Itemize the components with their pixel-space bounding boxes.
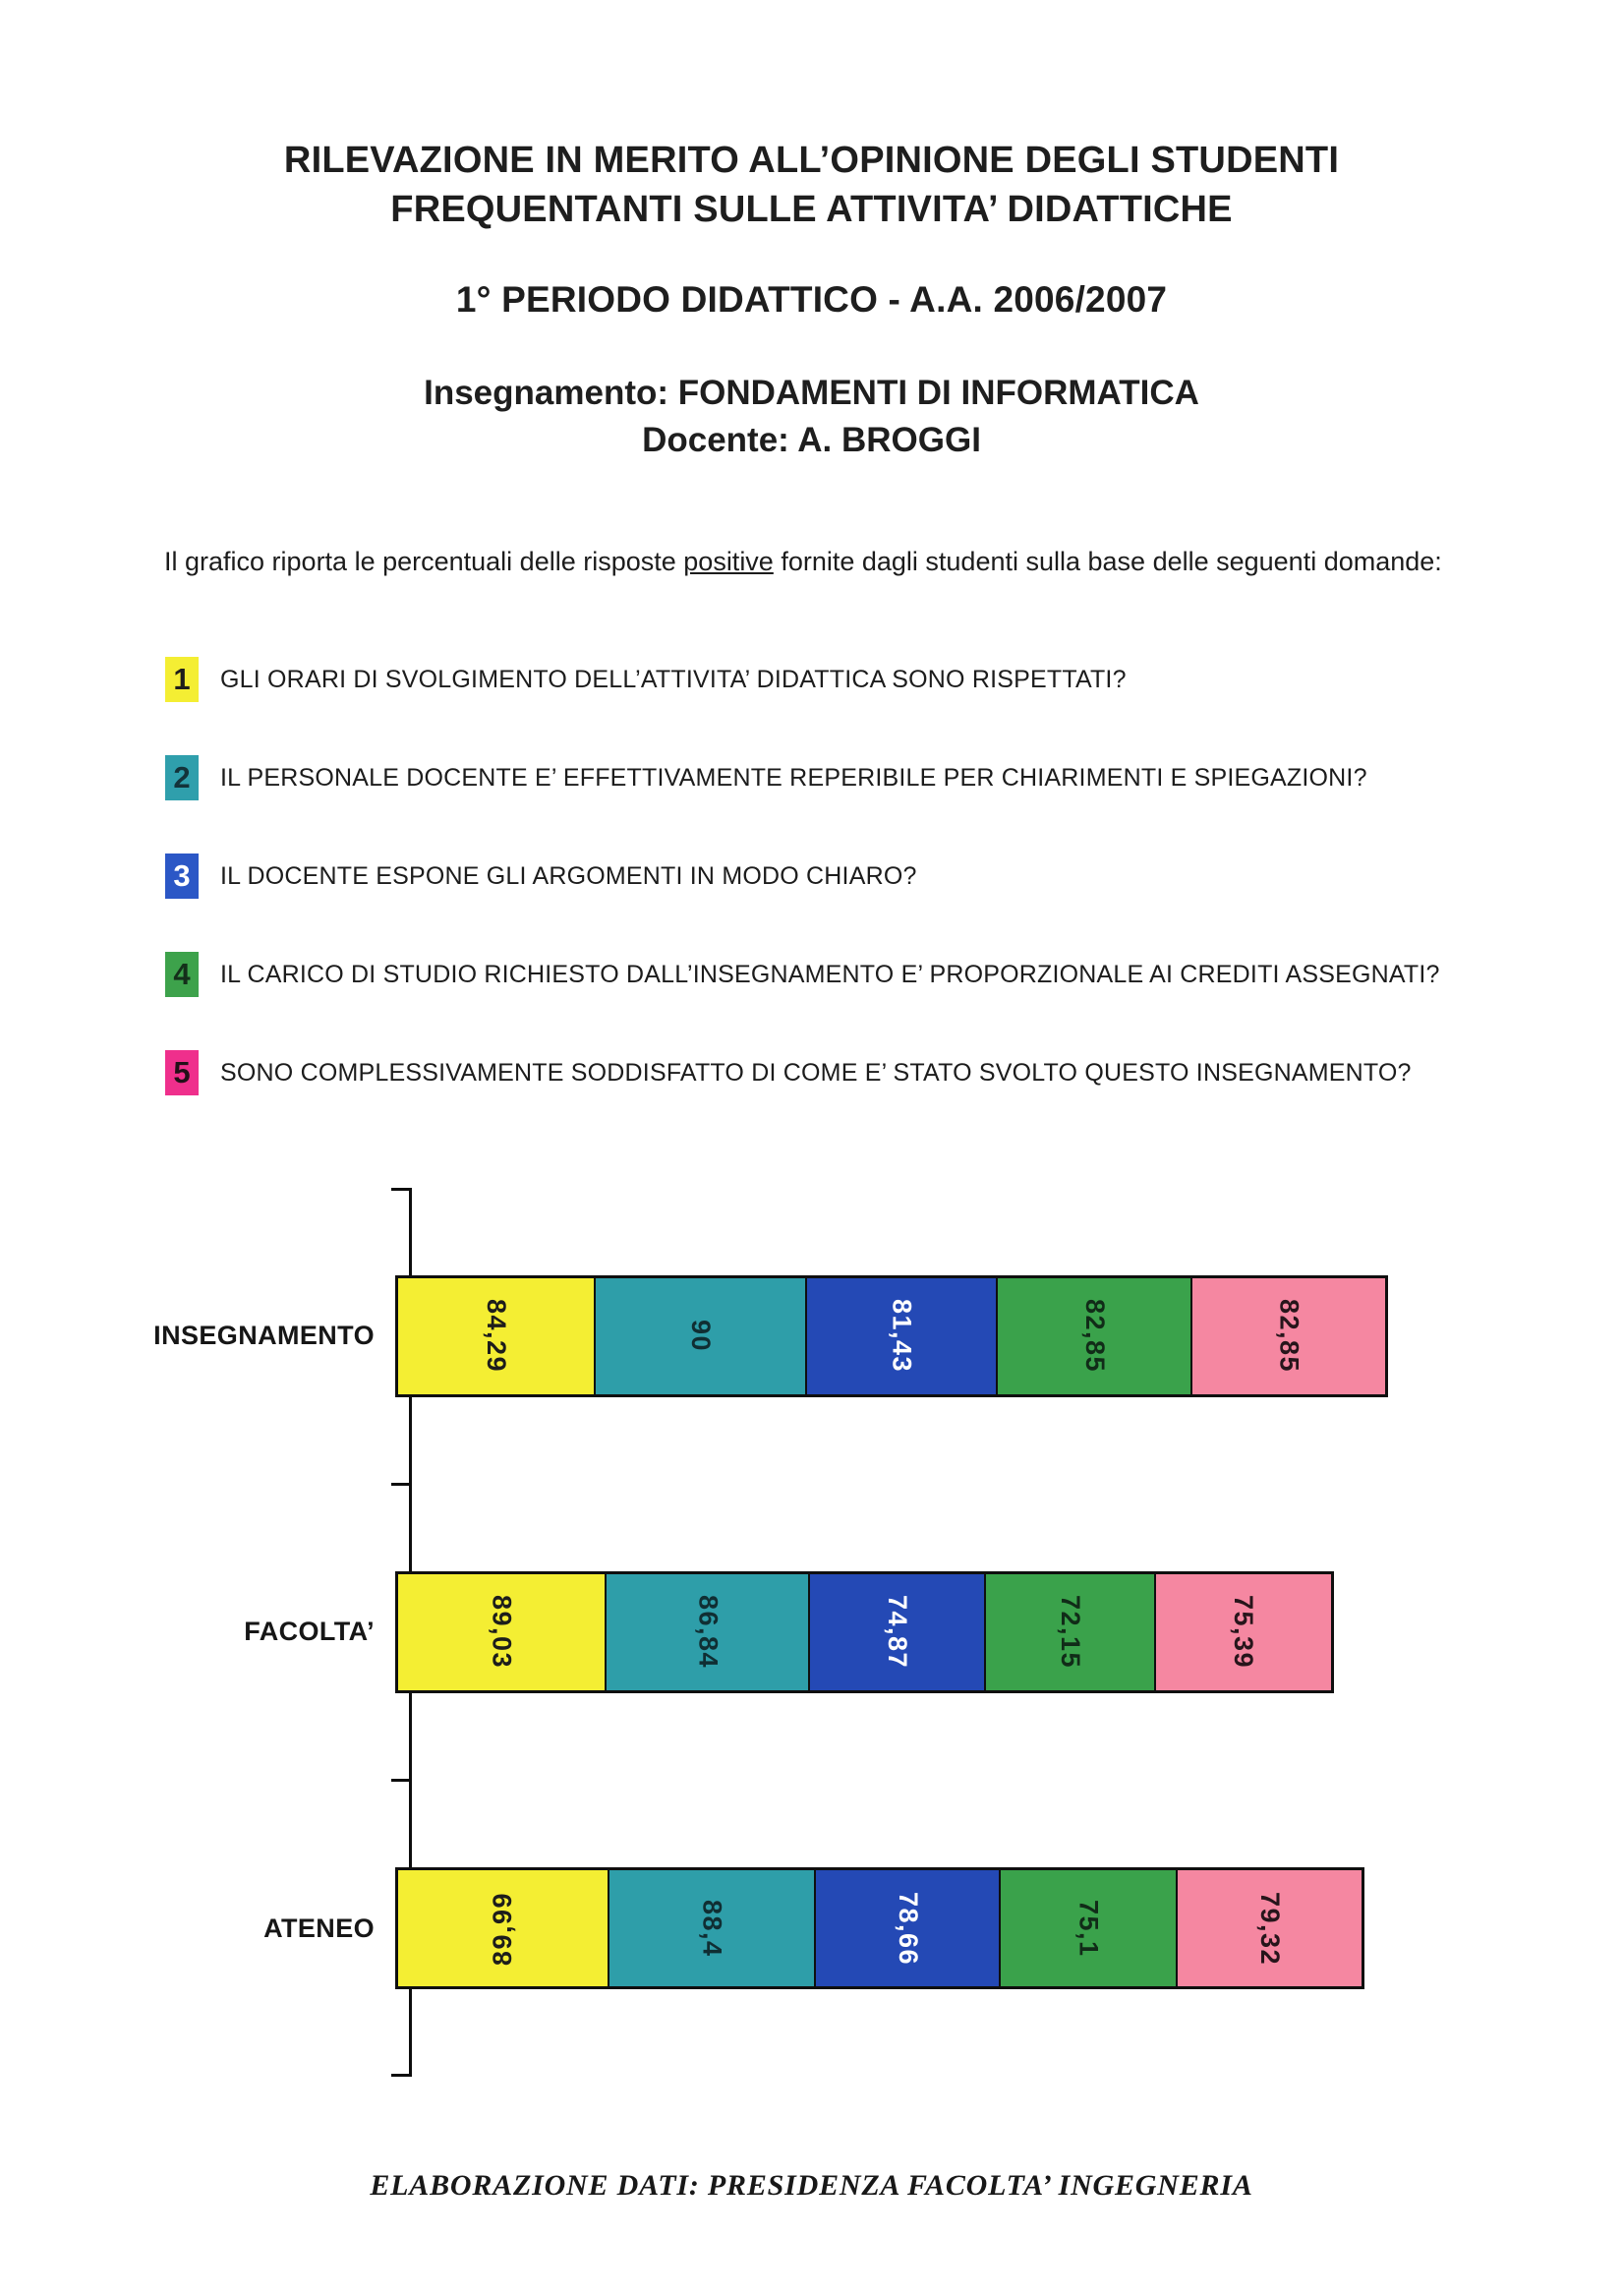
chart-rows — [0, 1188, 1623, 2077]
bar-value-label: 84,29 — [482, 1299, 512, 1374]
bar-value-label: 86,84 — [693, 1595, 724, 1670]
bar-segment-q2 — [607, 1574, 810, 1690]
question-badge-1: 1 — [165, 657, 199, 702]
bar-value-label: 79,32 — [1254, 1891, 1285, 1966]
bar-value-label: 89,99 — [487, 1891, 517, 1966]
bar-chart — [0, 1188, 1623, 2077]
bar-segment-q5 — [1192, 1278, 1385, 1394]
bar-segment-q3 — [816, 1870, 1001, 1986]
questions-list — [165, 657, 1525, 1148]
bar-value-label: 81,43 — [887, 1299, 917, 1374]
stacked-bar — [395, 1867, 1364, 1989]
bar-segment-q1 — [398, 1278, 596, 1394]
question-item-3 — [165, 854, 1525, 899]
question-text-5: SONO COMPLESSIVAMENTE SODDISFATTO DI COME E’ STATO SVOLTO QUESTO INSEGNAMENTO? — [220, 1058, 1412, 1087]
chart-row-facolta — [0, 1484, 1623, 1780]
question-badge-5: 5 — [165, 1050, 199, 1095]
intro-text-before: Il grafico riporta le percentuali delle risposte — [164, 547, 684, 576]
chart-row-ateneo — [0, 1781, 1623, 2077]
intro-paragraph — [164, 542, 1491, 582]
question-badge-2: 2 — [165, 755, 199, 800]
intro-text-after: fornite dagli studenti sulla base delle seguenti domande: — [773, 547, 1442, 576]
bar-value-label: 89,03 — [487, 1595, 517, 1670]
bar-segment-q4 — [998, 1278, 1192, 1394]
bar-segment-q5 — [1178, 1870, 1362, 1986]
category-label: INSEGNAMENTO — [153, 1321, 375, 1351]
question-badge-3: 3 — [165, 854, 199, 899]
document-header — [0, 136, 1623, 464]
title-line-1: RILEVAZIONE IN MERITO ALL’OPINIONE DEGLI STUDENTI — [283, 140, 1340, 181]
bar-segment-q2 — [596, 1278, 807, 1394]
question-badge-4: 4 — [165, 952, 199, 997]
bar-value-label: 72,15 — [1055, 1595, 1085, 1670]
bar-value-label: 82,85 — [1079, 1299, 1110, 1374]
bar-segment-q2 — [609, 1870, 817, 1986]
bar-value-label: 82,85 — [1274, 1299, 1304, 1374]
bar-value-label: 90 — [686, 1320, 717, 1353]
question-text-4: IL CARICO DI STUDIO RICHIESTO DALL’INSEGNAMENTO E’ PROPORZIONALE AI CREDITI ASSEGNATI? — [220, 960, 1440, 988]
category-label: FACOLTA’ — [244, 1617, 375, 1647]
question-text-3: IL DOCENTE ESPONE GLI ARGOMENTI IN MODO CHIARO? — [220, 861, 917, 890]
intro-text-underlined: positive — [683, 547, 774, 576]
category-label: ATENEO — [263, 1913, 375, 1943]
bar-segment-q1 — [398, 1870, 609, 1986]
stacked-bar — [395, 1275, 1388, 1397]
bar-value-label: 88,4 — [697, 1900, 727, 1958]
bar-segment-q4 — [986, 1574, 1155, 1690]
course-line: Insegnamento: FONDAMENTI DI INFORMATICA — [424, 374, 1199, 412]
bar-segment-q3 — [810, 1574, 986, 1690]
teacher-line: Docente: A. BROGGI — [642, 421, 981, 459]
bar-segment-q5 — [1156, 1574, 1331, 1690]
title-line-2: FREQUENTANTI SULLE ATTIVITA’ DIDATTICHE — [390, 189, 1233, 230]
bar-value-label: 75,1 — [1073, 1900, 1104, 1958]
question-text-2: IL PERSONALE DOCENTE E’ EFFETTIVAMENTE REPERIBILE PER CHIARIMENTI E SPIEGAZIONI? — [220, 763, 1367, 792]
bar-segment-q3 — [807, 1278, 998, 1394]
question-item-2 — [165, 755, 1525, 800]
bar-segment-q4 — [1001, 1870, 1177, 1986]
question-item-5 — [165, 1050, 1525, 1095]
question-text-1: GLI ORARI DI SVOLGIMENTO DELL’ATTIVITA’ DIDATTICA SONO RISPETTATI? — [220, 665, 1127, 693]
stacked-bar — [395, 1571, 1334, 1693]
chart-row-insegnamento — [0, 1188, 1623, 1484]
question-item-1 — [165, 657, 1525, 702]
footer-credit: ELABORAZIONE DATI: PRESIDENZA FACOLTA’ INGEGNERIA — [370, 2169, 1253, 2202]
bar-value-label: 74,87 — [883, 1595, 913, 1670]
course-block — [0, 370, 1623, 464]
bar-value-label: 75,39 — [1229, 1595, 1259, 1670]
bar-value-label: 78,66 — [893, 1891, 923, 1966]
bar-segment-q1 — [398, 1574, 607, 1690]
question-item-4 — [165, 952, 1525, 997]
period-line: 1° PERIODO DIDATTICO - A.A. 2006/2007 — [455, 279, 1168, 320]
